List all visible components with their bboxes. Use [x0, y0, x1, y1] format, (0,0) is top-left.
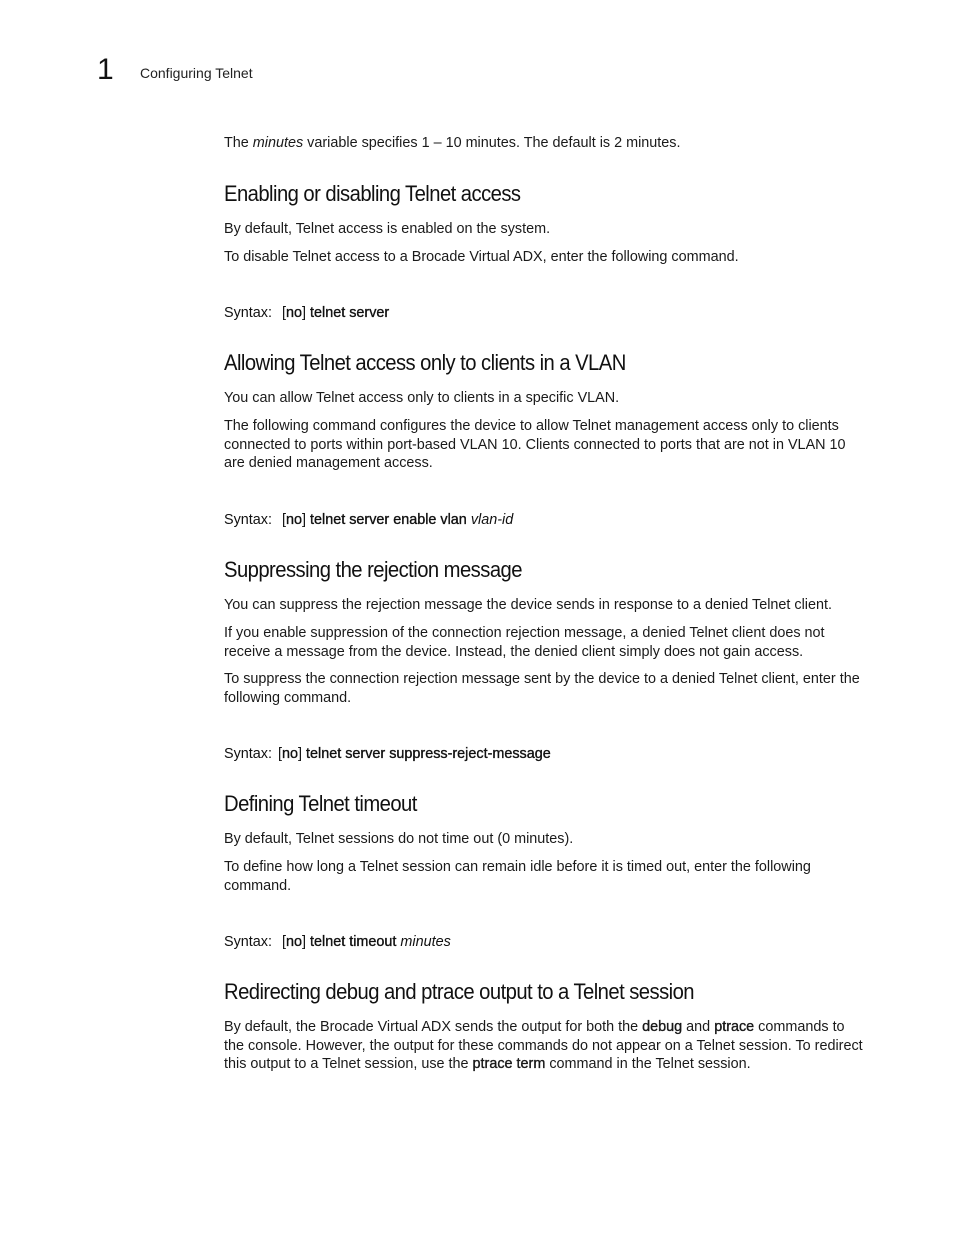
syntax-bracket-close: ] [302, 512, 311, 528]
redirect-paragraph [224, 1018, 864, 1074]
command-debug: debug [642, 1019, 683, 1035]
heading-redirect-output: Redirecting debug and ptrace output to a Telnet session [224, 979, 694, 1004]
syntax-command: telnet server enable vlan [310, 512, 467, 528]
intro-paragraph [224, 134, 864, 153]
syntax-keyword-no: no [286, 305, 303, 321]
heading-enable-disable: Enabling or disabling Telnet access [224, 181, 521, 206]
syntax-command: telnet timeout [310, 934, 397, 950]
intro-text-start: The [224, 135, 253, 151]
syntax-keyword-no: no [286, 512, 303, 528]
redirect-text: By default, the Brocade Virtual ADX sends the output for both the [224, 1019, 643, 1035]
syntax-bracket-open: [ [282, 305, 286, 321]
syntax-keyword-no: no [282, 746, 299, 762]
syntax-label: Syntax: [224, 746, 272, 762]
syntax-command: telnet server suppress-reject-message [306, 746, 551, 762]
syntax-keyword-no: no [286, 934, 303, 950]
redirect-text: and [682, 1019, 715, 1035]
syntax-variable: minutes [400, 934, 451, 950]
syntax-bracket-close: ] [298, 746, 307, 762]
enable-paragraph-2: To disable Telnet access to a Brocade Virtual ADX, enter the following command. [224, 249, 739, 265]
command-ptrace: ptrace [714, 1019, 755, 1035]
suppress-paragraph-2: If you enable suppression of the connection rejection message, a denied Telnet client does not receive a message from the device. Instead, the denied client simply does not gain access. [224, 625, 825, 660]
suppress-paragraph-3: To suppress the connection rejection message sent by the device to a denied Telnet client, enter the following command. [224, 671, 860, 706]
syntax-line-enable [224, 304, 864, 322]
heading-telnet-timeout: Defining Telnet timeout [224, 791, 417, 816]
timeout-paragraph-2: To define how long a Telnet session can remain idle before it is timed out, enter the following command. [224, 859, 811, 894]
redirect-text: command in the Telnet session. [545, 1056, 751, 1073]
syntax-label: Syntax: [224, 512, 272, 528]
syntax-bracket-open: [ [282, 512, 286, 528]
syntax-label: Syntax: [224, 934, 272, 950]
timeout-paragraph-1: By default, Telnet sessions do not time out (0 minutes). [224, 831, 574, 847]
heading-vlan-access: Allowing Telnet access only to clients in a VLAN [224, 350, 626, 375]
syntax-bracket-close: ] [302, 934, 311, 950]
syntax-bracket-open: [ [282, 934, 286, 950]
intro-text-end: variable specifies 1 – 10 minutes. The default is 2 minutes. [303, 135, 681, 151]
syntax-line-vlan [224, 511, 864, 529]
syntax-variable: vlan-id [470, 512, 514, 528]
syntax-label: Syntax: [224, 305, 272, 321]
redirect-text: commands to the console. However, the output for these commands do not appear on a Telnet session. To redirect this output to a Telnet session, use the [224, 1019, 863, 1073]
enable-paragraph-1: By default, Telnet access is enabled on the system. [224, 221, 551, 237]
command-ptrace-term: ptrace term [472, 1056, 546, 1073]
syntax-bracket-close: ] [302, 305, 311, 321]
syntax-line-suppress [224, 745, 864, 763]
vlan-paragraph-1: You can allow Telnet access only to clients in a specific VLAN. [224, 390, 620, 406]
syntax-bracket-open: [ [278, 746, 282, 762]
intro-variable: minutes [252, 135, 304, 151]
chapter-title: Configuring Telnet [140, 65, 253, 81]
heading-suppress-rejection: Suppressing the rejection message [224, 557, 522, 582]
suppress-paragraph-1: You can suppress the rejection message the device sends in response to a denied Telnet client. [224, 597, 832, 613]
chapter-number: 1 [97, 53, 114, 86]
vlan-paragraph-2: The following command configures the device to allow Telnet management access only to clients connected to ports within port-based VLAN 10. Clients connected to ports that are not in VLAN 10 are denied management access. [224, 418, 846, 472]
syntax-command: telnet server [310, 305, 390, 321]
syntax-line-timeout [224, 933, 864, 951]
